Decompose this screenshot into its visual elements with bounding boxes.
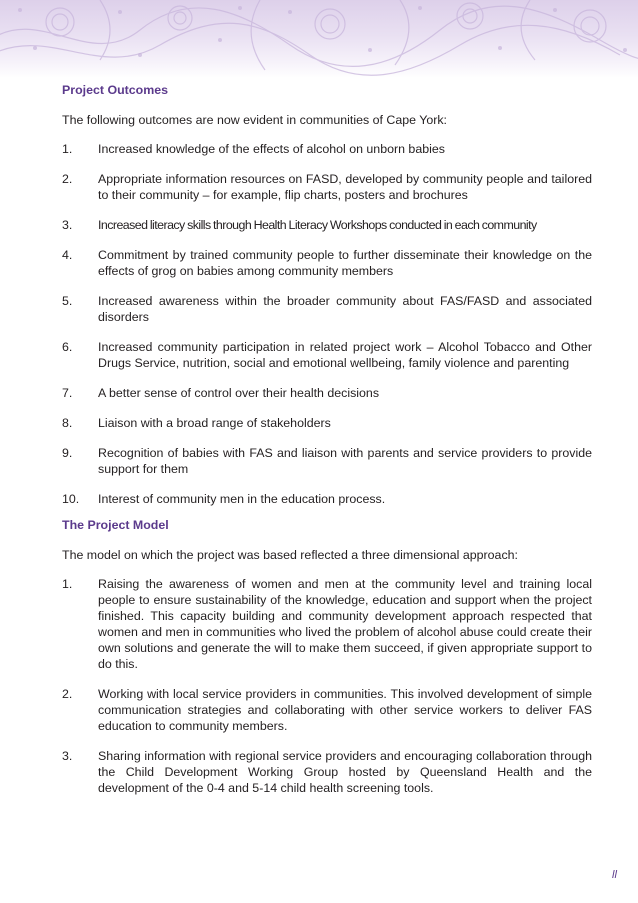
list-number: 3. [62,218,73,232]
list-text: Increased literacy skills through Health Literacy Workshops conducted in each community [98,218,537,232]
list-number: 10. [62,492,80,506]
page-content [62,82,592,796]
list-number: 1. [62,142,73,156]
model-heading: The Project Model [62,518,169,532]
outcome-item-6 [62,339,592,371]
list-text: Interest of community men in the education process. [98,492,386,506]
outcome-item-8 [62,415,592,431]
model-intro: The model on which the project was based reflected a three dimensional approach: [62,548,518,562]
list-text: Liaison with a broad range of stakeholders [98,416,331,430]
list-number: 3. [62,749,73,763]
model-item-1 [62,576,592,672]
list-text: Raising the awareness of women and men at the community level and training local people to ensure sustainability of the knowledge, education and support when the project finished. This capacity building and community development approach respected that women and men in communities who lived the problem of alcohol abuse could create their own solutions and generate the will to make them succeed, if given appropriate support to do this. [98,577,592,671]
model-item-3 [62,748,592,796]
list-text: Recognition of babies with FAS and liaison with parents and service providers to provide support for them [98,446,592,476]
outcome-item-10 [62,491,592,507]
outcome-item-9 [62,445,592,477]
model-item-2 [62,686,592,734]
list-number: 6. [62,340,73,354]
model-list [62,576,592,796]
outcomes-heading: Project Outcomes [62,83,169,97]
outcome-item-1 [62,141,592,157]
banner-pattern [0,0,638,78]
outcome-item-5 [62,293,592,325]
list-text: Working with local service providers in communities. This involved development of simple communication strategies and collaborating with other service workers to deliver FAS education to community members. [98,687,592,733]
outcomes-list [62,141,592,507]
outcomes-intro: The following outcomes are now evident in communities of Cape York: [62,113,448,127]
list-number: 2. [62,172,73,186]
list-number: 4. [62,248,73,262]
outcome-item-3 [62,217,592,233]
list-number: 7. [62,386,73,400]
page-number: ll [612,869,617,881]
list-text: Sharing information with regional service providers and encouraging collaboration through the Child Development Working Group hosted by Queensland Health and the development of the 0-4 and 5-14 child health screening tools. [98,749,592,795]
list-text: Increased community participation in related project work – Alcohol Tobacco and Other Drugs Service, nutrition, social and emotional wellbeing, family violence and parenting [98,340,592,370]
outcome-item-2 [62,171,592,203]
outcome-item-7 [62,385,592,401]
list-text: Appropriate information resources on FASD, developed by community people and tailored to their community – for example, flip charts, posters and brochures [98,172,592,202]
list-text: A better sense of control over their health decisions [98,386,380,400]
list-number: 8. [62,416,73,430]
list-number: 1. [62,577,73,591]
list-number: 5. [62,294,73,308]
list-number: 9. [62,446,73,460]
outcome-item-4 [62,247,592,279]
list-text: Commitment by trained community people to further disseminate their knowledge on the effects of grog on babies among community members [98,248,592,278]
decorative-banner [0,0,638,78]
list-text: Increased awareness within the broader community about FAS/FASD and associated disorders [98,294,592,324]
list-number: 2. [62,687,73,701]
list-text: Increased knowledge of the effects of alcohol on unborn babies [98,142,445,156]
